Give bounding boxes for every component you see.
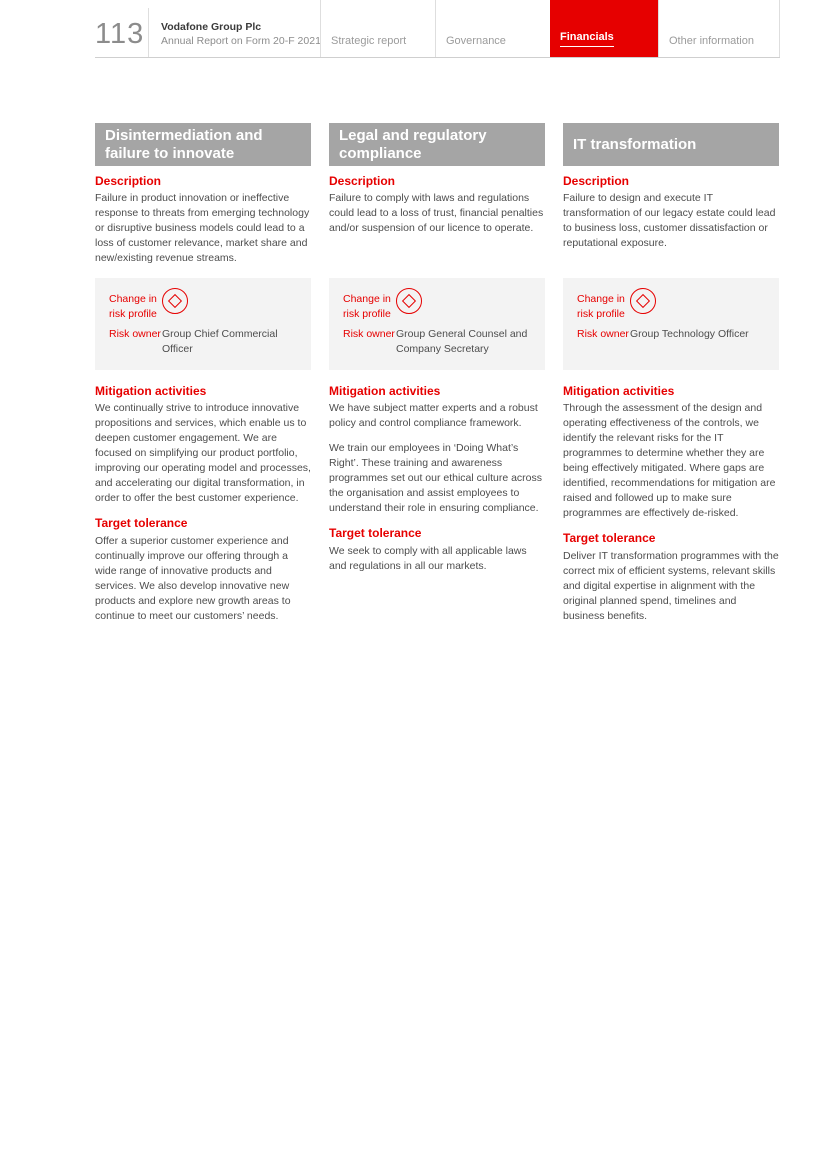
risk-column-disintermediation [95, 123, 311, 634]
change-in-risk-profile-row [577, 292, 769, 322]
target-tolerance-text: We seek to comply with all applicable laws and regulations in all our markets. [329, 544, 527, 572]
tab-label: Governance [446, 35, 506, 47]
risk-owner-label: Risk owner [577, 328, 629, 340]
mitigation-heading: Mitigation activities [95, 384, 207, 398]
mitigation-heading: Mitigation activities [329, 384, 441, 398]
tab-strategic-report[interactable] [320, 0, 435, 58]
change-in-risk-profile-label: Change in risk profile [109, 293, 157, 320]
brand-block [161, 21, 321, 48]
risk-owner-row [109, 327, 301, 357]
diamond-shape [168, 294, 182, 308]
target-tolerance-text: Offer a superior customer experience and continually improve our offering through a wide range of innovative products and services. We also develop innovative new products and explore new growth areas to continue to meet our customers’ needs. [95, 534, 291, 622]
risk-profile-change-icon [396, 288, 422, 314]
description-section [329, 174, 545, 278]
diamond-shape [402, 294, 416, 308]
risk-columns [95, 123, 780, 634]
description-heading: Description [95, 174, 162, 188]
company-name: Vodafone Group Plc [161, 21, 262, 33]
change-in-risk-profile-label: Change in risk profile [343, 293, 391, 320]
risk-info-box [329, 278, 545, 370]
risk-profile-change-icon [630, 288, 656, 314]
risk-owner-row [343, 327, 535, 357]
description-text: Failure to design and execute IT transformation of our legacy estate could lead to business loss, customer dissatisfaction or reputational exposure. [563, 192, 776, 250]
risk-owner-value: Group General Counsel and Company Secretary [396, 328, 528, 355]
risk-owner-value: Group Chief Commercial Officer [162, 328, 278, 355]
risk-column-it-transformation [563, 123, 779, 634]
tab-label: Other information [669, 35, 754, 47]
description-section [95, 174, 311, 278]
change-in-risk-profile-row [343, 292, 535, 322]
page-header [95, 0, 780, 58]
target-tolerance-text: Deliver IT transformation programmes with the correct mix of efficient systems, relevant skills and digital expertise in alignment with the original planned spend, timelines and business benefits. [563, 549, 779, 622]
tab-label: Strategic report [331, 35, 407, 47]
target-tolerance-heading: Target tolerance [329, 526, 422, 541]
description-section [563, 174, 779, 278]
risk-title: Disintermediation and failure to innovate [105, 126, 263, 162]
risk-title: IT transformation [573, 135, 697, 153]
risk-title-bar [563, 123, 779, 166]
diamond-shape [636, 294, 650, 308]
risk-title-bar [329, 123, 545, 166]
page-number: 113 [95, 18, 145, 50]
mitigation-text: Through the assessment of the design and operating effectiveness of the controls, we identify the relevant risks for the IT programmes to determine whether they are being effectively mitigated. Where gaps are identified, recommendations for mitigation are raised and followed up to make sure programmes are effectively de-risked. [563, 402, 776, 520]
mitigation-text: We train our employees in ‘Doing What’s Right’. These training and awareness programmes set out our ethical culture across the organisation and assist employees to understand their role in ensuring compliance. [329, 442, 543, 515]
header-rule [95, 57, 780, 58]
risk-owner-label: Risk owner [109, 328, 161, 340]
description-text: Failure to comply with laws and regulations could lead to a loss of trust, financial penalties and/or suspension of our licence to operate. [329, 192, 544, 235]
mitigation-text: We continually strive to introduce innovative propositions and services, which enable us to deepen customer engagement. We are focused on simplifying our product portfolio, improving our operating model and processes, and accelerating our digital transformation, in order to offer the best customer experience. [95, 402, 311, 505]
description-heading: Description [563, 174, 630, 188]
header-vertical-divider [148, 8, 149, 57]
risk-owner-label: Risk owner [343, 328, 395, 340]
tab-governance[interactable] [435, 0, 550, 58]
description-heading: Description [329, 174, 396, 188]
risk-info-box [95, 278, 311, 370]
description-text: Failure in product innovation or ineffective response to threats from emerging technology or disruptive business models could lead to a loss of customer relevance, market share and new/existing revenue streams. [95, 192, 310, 265]
mitigation-heading: Mitigation activities [563, 384, 675, 398]
risk-title: Legal and regulatory compliance [339, 126, 487, 162]
tab-financials-active[interactable] [550, 0, 658, 58]
risk-owner-value: Group Technology Officer [630, 328, 749, 340]
target-tolerance-heading: Target tolerance [95, 516, 188, 531]
risk-title-bar [95, 123, 311, 166]
risk-info-box [563, 278, 779, 370]
risk-column-legal-regulatory [329, 123, 545, 634]
mitigation-text: We have subject matter experts and a robust policy and control compliance framework. [329, 402, 538, 430]
change-in-risk-profile-label: Change in risk profile [577, 293, 625, 320]
risk-profile-change-icon [162, 288, 188, 314]
target-tolerance-heading: Target tolerance [563, 531, 656, 546]
risk-owner-row [577, 327, 769, 342]
report-title: Annual Report on Form 20-F 2021 [161, 34, 321, 47]
change-in-risk-profile-row [109, 292, 301, 322]
tab-other-information[interactable] [658, 0, 780, 58]
tab-label: Financials [560, 31, 614, 47]
